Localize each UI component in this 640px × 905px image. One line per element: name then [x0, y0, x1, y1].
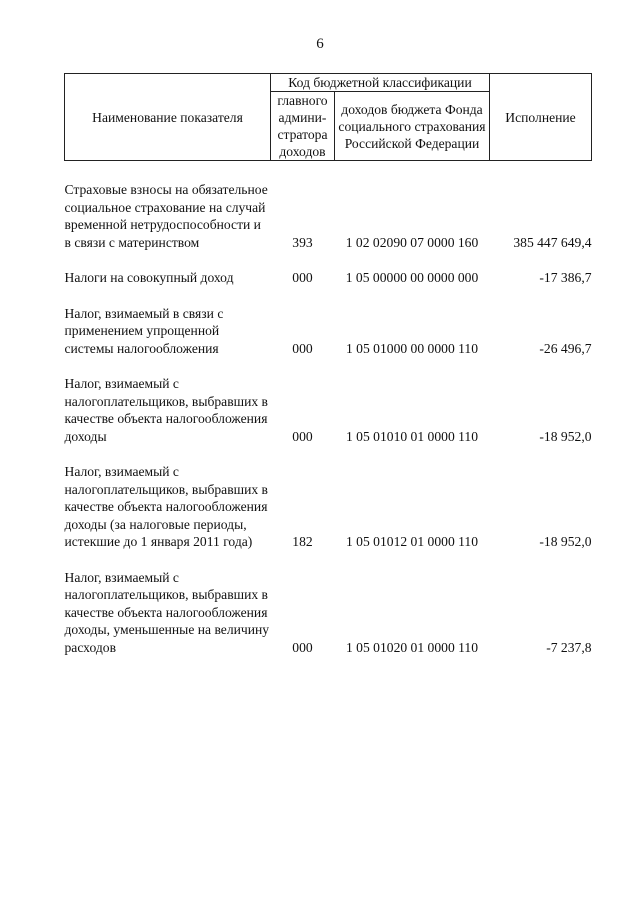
row-admin-code: 000	[292, 639, 313, 655]
row-indicator-name: Налог, взимаемый с налогоплательщиков, выбравших в качестве объекта налогообложения доходы	[64, 376, 268, 444]
budget-table	[64, 73, 592, 656]
row-budget-code: 1 02 02090 07 0000 160	[345, 234, 479, 250]
table-body	[65, 161, 592, 657]
row-execution: -18 952,0	[539, 428, 592, 444]
row-indicator-name: Налог, взимаемый в связи с применением упрощенной системы налогообложения	[64, 305, 224, 356]
table-row	[65, 569, 592, 657]
table-row	[65, 305, 592, 358]
header-budget-code-group: Код бюджетной классификации	[271, 74, 490, 92]
row-admin-code: 393	[292, 234, 313, 250]
row-admin-code: 000	[292, 270, 313, 285]
table-row	[65, 269, 592, 287]
table-header	[65, 74, 592, 161]
row-budget-code: 1 05 01020 01 0000 110	[345, 639, 479, 655]
header-fund-revenues: доходов бюджета Фонда социального страхования Российской Федерации	[335, 92, 490, 161]
row-indicator-name: Страховые взносы на обязательное социальное страхование на случай временной нетрудоспособности и в связи с материнством	[64, 182, 268, 250]
row-indicator-name: Налоги на совокупный доход	[64, 270, 234, 285]
row-budget-code: 1 05 01012 01 0000 110	[345, 534, 479, 549]
row-indicator-name: Налог, взимаемый с налогоплательщиков, выбравших в качестве объекта налогообложения доходы, уменьшенные на величину расходов	[64, 569, 270, 655]
header-execution: Исполнение	[490, 74, 592, 161]
row-budget-code: 1 05 01010 01 0000 110	[345, 428, 479, 444]
table-row	[65, 181, 592, 251]
row-indicator-name: Налог, взимаемый с налогоплательщиков, выбравших в качестве объекта налогообложения доходы (за налоговые периоды, истекшие до 1 января 2011 года)	[64, 464, 268, 549]
row-execution: -17 386,7	[539, 270, 592, 285]
row-execution: -26 496,7	[539, 340, 592, 356]
row-execution: -7 237,8	[546, 639, 592, 655]
table-row	[65, 463, 592, 551]
page-number: 6	[316, 36, 324, 52]
row-execution: -18 952,0	[539, 534, 592, 549]
row-admin-code: 182	[292, 534, 313, 549]
row-budget-code: 1 05 00000 00 0000 000	[345, 270, 479, 285]
row-budget-code: 1 05 01000 00 0000 110	[345, 340, 479, 356]
table-row	[65, 375, 592, 445]
header-indicator-name: Наименование показателя	[65, 74, 271, 161]
row-execution: 385 447 649,4	[513, 234, 592, 250]
row-admin-code: 000	[292, 428, 313, 444]
row-admin-code: 000	[292, 340, 313, 356]
header-chief-admin: главного админи-стратора доходов	[271, 92, 335, 161]
